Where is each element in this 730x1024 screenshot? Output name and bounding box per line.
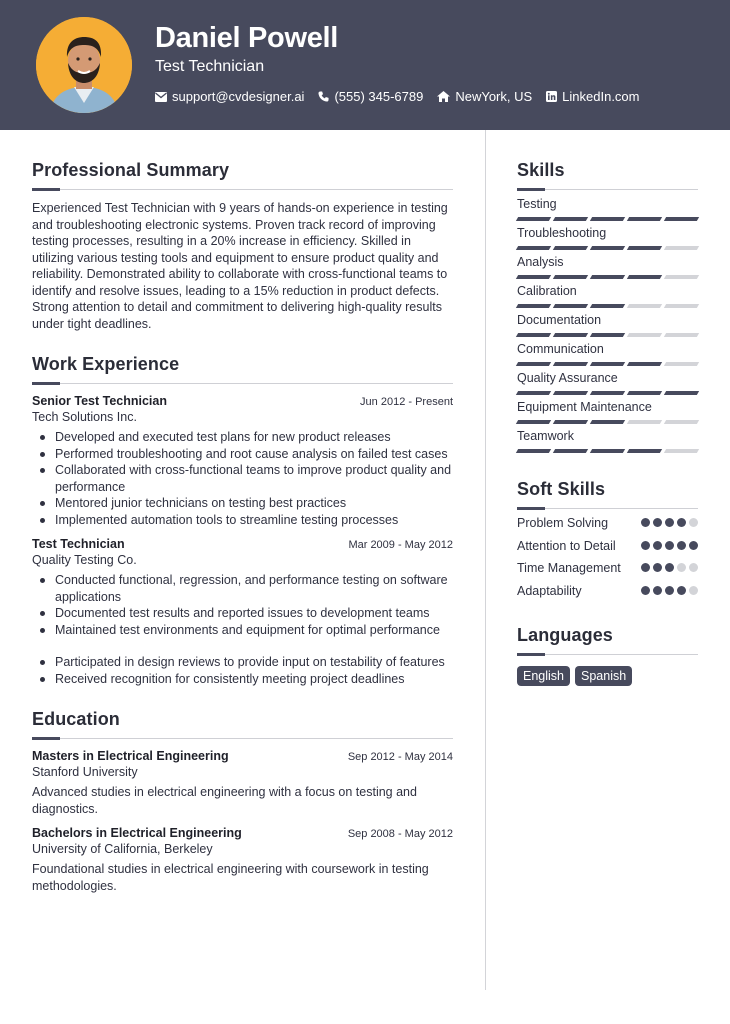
rating-dot	[677, 586, 686, 595]
education-heading: Education	[32, 709, 120, 729]
skill-name: Quality Assurance	[517, 371, 618, 385]
skill-level-bar	[517, 217, 698, 221]
skill-level-segment	[590, 246, 625, 250]
contact-linkedin[interactable]	[546, 89, 639, 104]
profile-photo	[36, 17, 132, 113]
soft-skill-item	[517, 515, 698, 532]
list-item: Received recognition for consistently meeting project deadlines	[32, 671, 453, 688]
education-entry	[32, 826, 453, 894]
job-entry	[32, 394, 453, 528]
skill-level-segment	[516, 391, 551, 395]
skills-list	[517, 196, 698, 453]
skill-level-segment	[590, 217, 625, 221]
contact-email[interactable]	[155, 89, 304, 104]
soft-skill-item	[517, 560, 698, 577]
skill-level-segment	[516, 304, 551, 308]
soft-skill-rating	[641, 518, 698, 527]
soft-skills-list	[517, 515, 698, 599]
rating-dot	[653, 563, 662, 572]
skill-level-segment	[664, 217, 699, 221]
resume-header	[0, 0, 730, 130]
rating-dot	[641, 541, 650, 550]
job-entry	[32, 537, 453, 687]
contact-bar	[155, 89, 654, 104]
education-entry	[32, 749, 453, 817]
skill-level-segment	[590, 391, 625, 395]
soft-skill-rating	[641, 586, 698, 595]
language-tag: Spanish	[575, 666, 632, 686]
summary-section	[32, 160, 453, 332]
school-name: University of California, Berkeley	[32, 842, 213, 856]
linkedin-text: LinkedIn.com	[562, 89, 640, 104]
column-divider	[485, 130, 486, 990]
soft-skills-heading: Soft Skills	[517, 479, 606, 499]
education-section	[32, 709, 453, 894]
skill-level-segment	[516, 420, 551, 424]
skill-name: Equipment Maintenance	[517, 400, 652, 414]
soft-skill-rating	[641, 541, 698, 550]
job-company: Tech Solutions Inc.	[32, 410, 137, 424]
skill-level-segment	[627, 449, 662, 453]
skill-name: Analysis	[517, 255, 564, 269]
skill-item	[517, 370, 698, 395]
job-company: Quality Testing Co.	[32, 553, 137, 567]
rating-dot	[665, 586, 674, 595]
languages-list	[517, 666, 698, 686]
section-rule	[517, 188, 698, 190]
summary-heading: Professional Summary	[32, 160, 230, 180]
experience-section	[32, 354, 453, 687]
skill-name: Documentation	[517, 313, 602, 327]
rating-dot	[653, 541, 662, 550]
rating-dot	[689, 563, 698, 572]
skill-item	[517, 254, 698, 279]
skill-level-segment	[553, 246, 588, 250]
skill-level-segment	[664, 275, 699, 279]
skill-level-bar	[517, 449, 698, 453]
rating-dot	[677, 518, 686, 527]
skill-level-segment	[553, 420, 588, 424]
list-item: Implemented automation tools to streamline testing processes	[32, 512, 453, 529]
skill-level-segment	[553, 275, 588, 279]
skill-item	[517, 399, 698, 424]
skill-level-segment	[553, 333, 588, 337]
rating-dot	[677, 541, 686, 550]
job-date: Jun 2012 - Present	[360, 396, 453, 408]
skill-level-segment	[664, 449, 699, 453]
section-rule	[32, 382, 453, 384]
section-rule	[517, 653, 698, 655]
skill-name: Calibration	[517, 284, 577, 298]
skill-level-segment	[627, 304, 662, 308]
skill-level-segment	[627, 275, 662, 279]
education-description: Foundational studies in electrical engineering with coursework in testing methodologies.	[32, 862, 429, 893]
contact-phone[interactable]	[318, 89, 423, 104]
languages-section	[517, 625, 698, 686]
skill-level-bar	[517, 391, 698, 395]
skill-level-segment	[590, 275, 625, 279]
soft-skill-name: Adaptability	[517, 583, 582, 598]
candidate-name: Daniel Powell	[155, 22, 339, 54]
job-bullets	[32, 572, 453, 687]
education-date: Sep 2012 - May 2014	[347, 751, 453, 763]
skill-name: Testing	[517, 197, 557, 211]
rating-dot	[653, 518, 662, 527]
skill-name: Teamwork	[517, 429, 574, 443]
skill-level-segment	[590, 304, 625, 308]
contact-location	[437, 89, 532, 104]
soft-skill-name: Problem Solving	[517, 516, 609, 530]
summary-text: Experienced Test Technician with 9 years of hands-on experience in testing and troubleshooting electronic systems. Proven track record of improving testing processes, resulting in a 20% increase in efficiency. Skilled in utilizing various testing tools and equipment to ensure product quality and reliability. Demonstrated ability to collaborate with cross-functional teams to identify and resolve issues, leading to a 15% reduction in product defects. Strong attention to detail and commitment to delivering high-quality results under tight deadlines.	[32, 201, 448, 331]
skill-level-segment	[627, 391, 662, 395]
rating-dot	[641, 518, 650, 527]
main-column	[32, 160, 453, 894]
email-text: support@cvdesigner.ai	[172, 89, 305, 104]
phone-text: (555) 345-6789	[334, 89, 424, 104]
skill-name: Communication	[517, 342, 604, 356]
education-date: Sep 2008 - May 2012	[347, 828, 453, 840]
skill-level-segment	[664, 391, 699, 395]
linkedin-icon	[546, 91, 557, 102]
soft-skill-item	[517, 583, 698, 600]
skill-level-segment	[553, 304, 588, 308]
list-item: Maintained test environments and equipment for optimal performance	[32, 622, 453, 639]
skill-level-segment	[664, 304, 699, 308]
soft-skill-name: Time Management	[517, 561, 621, 575]
soft-skill-rating	[641, 563, 698, 572]
skill-level-segment	[590, 420, 625, 424]
skill-item	[517, 341, 698, 366]
location-text: NewYork, US	[455, 89, 533, 104]
rating-dot	[689, 518, 698, 527]
job-date: Mar 2009 - May 2012	[348, 539, 453, 551]
skill-level-segment	[553, 217, 588, 221]
education-description: Advanced studies in electrical engineering with a focus on testing and diagnostics.	[32, 785, 417, 816]
skill-level-segment	[664, 420, 699, 424]
degree-title: Masters in Electrical Engineering	[32, 749, 229, 763]
skill-item	[517, 283, 698, 308]
rating-dot	[689, 586, 698, 595]
rating-dot	[641, 586, 650, 595]
skill-level-bar	[517, 333, 698, 337]
envelope-icon	[155, 92, 167, 102]
soft-skills-section	[517, 479, 698, 599]
skill-level-segment	[627, 333, 662, 337]
skill-level-segment	[664, 333, 699, 337]
skill-level-bar	[517, 246, 698, 250]
section-rule	[32, 188, 453, 190]
language-tag: English	[517, 666, 570, 686]
side-column	[517, 160, 698, 686]
skill-name: Troubleshooting	[517, 226, 607, 240]
skill-level-segment	[553, 391, 588, 395]
skill-level-segment	[516, 449, 551, 453]
skill-level-segment	[590, 333, 625, 337]
skill-level-bar	[517, 304, 698, 308]
skill-level-segment	[590, 362, 625, 366]
list-item: Participated in design reviews to provide input on testability of features	[32, 654, 453, 671]
degree-title: Bachelors in Electrical Engineering	[32, 826, 242, 840]
skills-heading: Skills	[517, 160, 565, 180]
skill-level-segment	[516, 246, 551, 250]
skill-level-segment	[590, 449, 625, 453]
soft-skill-name: Attention to Detail	[517, 538, 616, 553]
rating-dot	[665, 541, 674, 550]
phone-icon	[318, 91, 329, 102]
skill-level-segment	[516, 275, 551, 279]
skill-level-bar	[517, 275, 698, 279]
rating-dot	[665, 563, 674, 572]
skill-level-segment	[627, 362, 662, 366]
skills-section	[517, 160, 698, 453]
experience-heading: Work Experience	[32, 354, 180, 374]
skill-level-segment	[553, 362, 588, 366]
skill-level-bar	[517, 362, 698, 366]
skill-item	[517, 225, 698, 250]
skill-level-bar	[517, 420, 698, 424]
skill-level-segment	[627, 217, 662, 221]
list-item: Collaborated with cross-functional teams to improve product quality and performance	[32, 462, 453, 495]
section-rule	[517, 507, 698, 509]
skill-level-segment	[664, 362, 699, 366]
job-title: Senior Test Technician	[32, 394, 167, 408]
candidate-title: Test Technician	[155, 58, 265, 75]
skill-level-segment	[553, 449, 588, 453]
person-illustration	[36, 17, 132, 113]
school-name: Stanford University	[32, 765, 138, 779]
rating-dot	[665, 518, 674, 527]
skill-level-segment	[516, 333, 551, 337]
soft-skill-item	[517, 538, 698, 555]
list-item: Developed and executed test plans for new product releases	[32, 429, 453, 446]
rating-dot	[653, 586, 662, 595]
skill-level-segment	[627, 246, 662, 250]
skill-level-segment	[627, 420, 662, 424]
list-item: Documented test results and reported issues to development teams	[32, 605, 453, 622]
skill-level-segment	[516, 362, 551, 366]
job-title: Test Technician	[32, 537, 125, 551]
rating-dot	[641, 563, 650, 572]
job-bullets	[32, 429, 453, 528]
rating-dot	[689, 541, 698, 550]
languages-heading: Languages	[517, 625, 613, 645]
skill-level-segment	[664, 246, 699, 250]
skill-item	[517, 428, 698, 453]
skill-item	[517, 312, 698, 337]
list-item: Conducted functional, regression, and performance testing on software applications	[32, 572, 453, 605]
skill-item	[517, 196, 698, 221]
list-item: Performed troubleshooting and root cause analysis on failed test cases	[32, 446, 453, 463]
skill-level-segment	[516, 217, 551, 221]
section-rule	[32, 737, 453, 739]
home-icon	[437, 91, 450, 102]
list-item: Mentored junior technicians on testing best practices	[32, 495, 453, 512]
rating-dot	[677, 563, 686, 572]
